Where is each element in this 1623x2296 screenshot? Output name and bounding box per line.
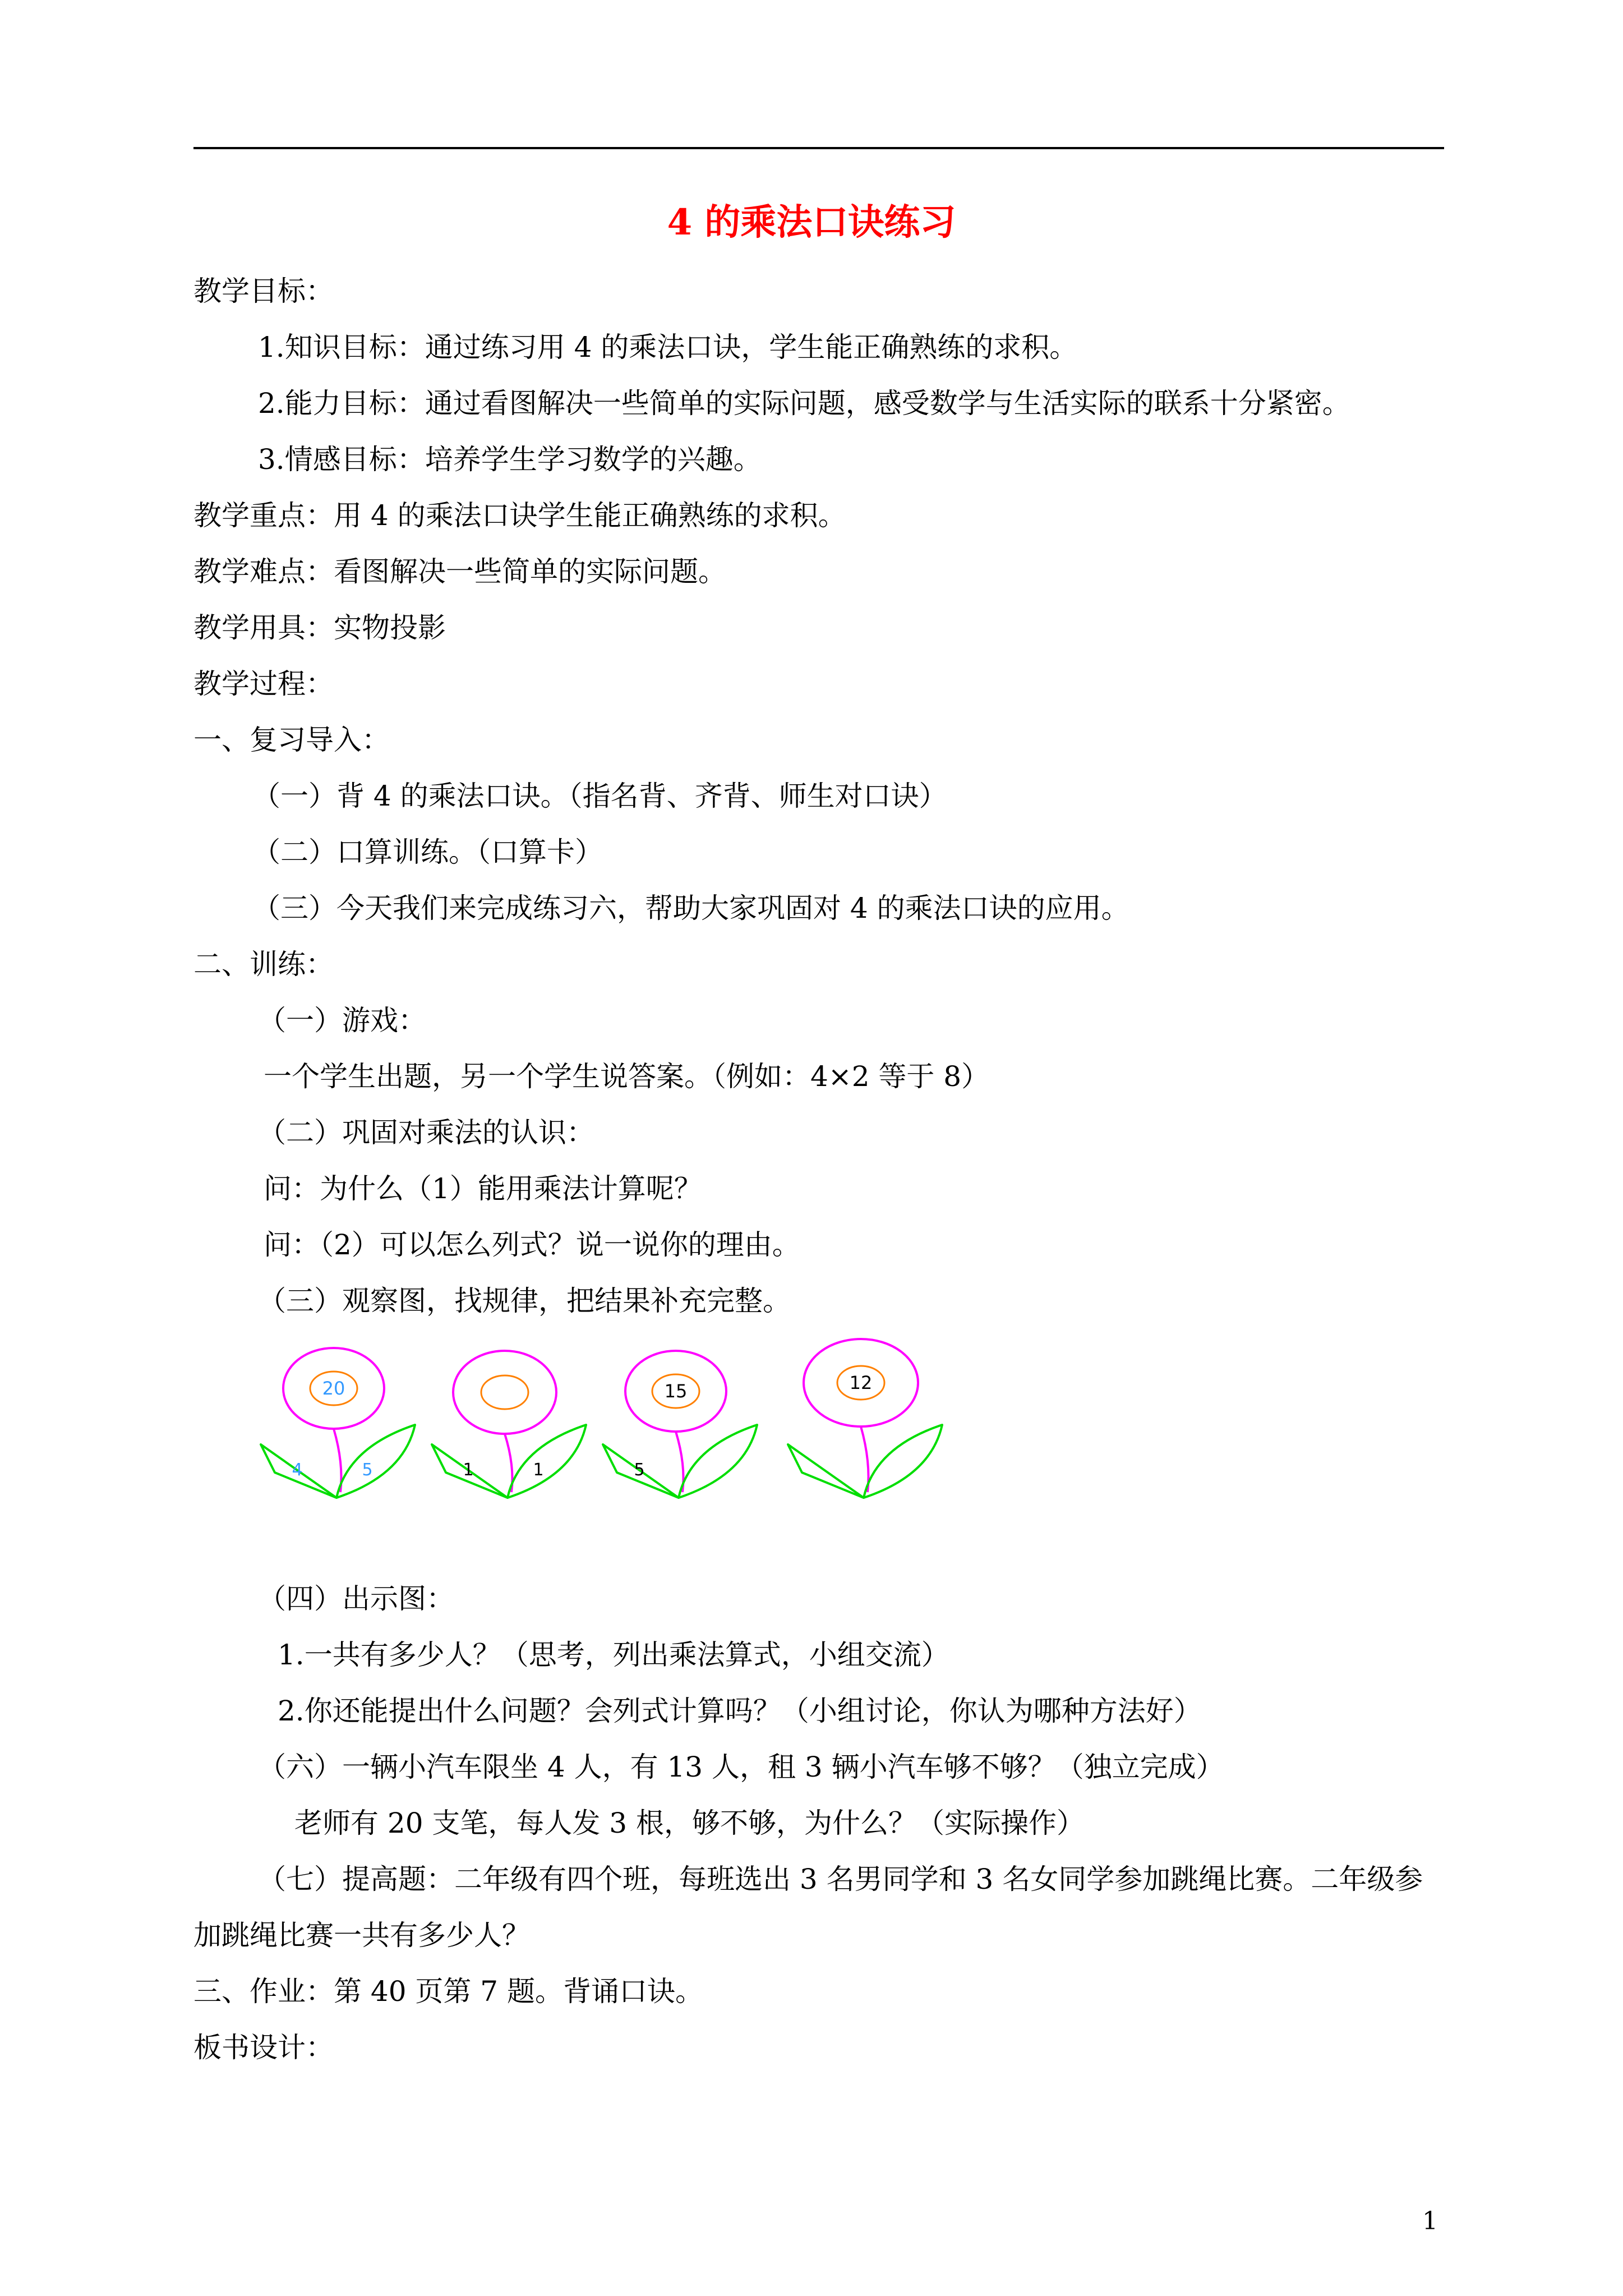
section-2-item-1-text: 一个学生出题，另一个学生说答案。（例如：4×2 等于 8） [264,1060,990,1093]
section-2-item-6: （六）一辆小汽车限坐 4 人，有 13 人，租 3 辆小汽车够不够？（独立完成） [258,1751,1224,1783]
goals-heading: 教学目标： [193,275,334,307]
flower-right-leaf-number: 5 [362,1460,373,1480]
section-2-item-4: （四）出示图： [258,1582,454,1615]
process-heading: 教学过程： [193,668,334,700]
flower-center-ring [481,1375,528,1409]
flower-3 [603,1351,757,1498]
flower-petal-ring [453,1351,556,1434]
flower-pattern-figure [247,1329,976,1515]
goal-3: 3.情感目标：培养学生学习数学的兴趣。 [258,443,762,476]
page-number: 1 [1422,2207,1438,2235]
question-1: 问：为什么（1）能用乘法计算呢？ [264,1172,702,1205]
flower-1 [261,1348,415,1498]
flower-center-number: 12 [849,1372,873,1393]
section-3-homework: 三、作业：第 40 页第 7 题。背诵口诀。 [193,1975,704,2008]
section-1-heading: 一、复习导入： [193,724,390,756]
flower-2 [432,1351,586,1498]
flower-right-leaf-number: 1 [533,1460,544,1480]
flower-4 [788,1339,942,1498]
page-title: 4 的乘法口诀练习 [667,201,956,243]
goal-1: 1.知识目标：通过练习用 4 的乘法口诀，学生能正确熟练的求积。 [258,331,1078,364]
section-2-item-1: （一）游戏： [258,1004,426,1037]
flower-center-number: 20 [322,1378,345,1399]
flower-stem [861,1427,869,1492]
section-2-item-4-q2: 2.你还能提出什么问题？会列式计算吗？（小组讨论，你认为哪种方法好） [278,1695,1202,1727]
flower-right-leaf [508,1425,586,1498]
section-2-item-6-b: 老师有 20 支笔，每人发 3 根，够不够，为什么？（实际操作） [294,1807,1085,1839]
flower-left-leaf-number: 1 [463,1460,474,1480]
section-2-item-2: （二）巩固对乘法的认识： [258,1116,594,1149]
section-1-item-1: （一）背 4 的乘法口诀。（指名背、齐背、师生对口诀） [252,780,947,812]
question-2: 问：（2）可以怎么列式？说一说你的理由。 [264,1228,800,1261]
key-point: 教学重点：用 4 的乘法口诀学生能正确熟练的求积。 [193,499,846,532]
section-2-item-7: （七）提高题：二年级有四个班，每班选出 3 名男同学和 3 名女同学参加跳绳比赛。二年级参 [258,1863,1423,1895]
flower-right-leaf [336,1425,415,1498]
section-2-heading: 二、训练： [193,948,334,981]
section-2-item-7-b: 加跳绳比赛一共有多少人？ [193,1919,530,1952]
board-design-heading: 板书设计： [193,2031,334,2064]
section-2-item-3: （三）观察图，找规律，把结果补充完整。 [258,1285,791,1317]
flower-left-leaf-number: 5 [634,1460,645,1480]
section-2-item-4-q1: 1.一共有多少人？（思考，列出乘法算式，小组交流） [278,1639,949,1671]
flower-left-leaf-number: 4 [292,1460,303,1480]
tools: 教学用具：实物投影 [193,611,446,644]
flower-center-number: 15 [664,1381,688,1402]
section-1-item-2: （二）口算训练。（口算卡） [252,836,603,868]
difficulty: 教学难点：看图解决一些简单的实际问题。 [193,555,726,588]
goal-2: 2.能力目标：通过看图解决一些简单的实际问题，感受数学与生活实际的联系十分紧密。 [258,387,1350,420]
section-1-item-3: （三）今天我们来完成练习六，帮助大家巩固对 4 的乘法口诀的应用。 [252,892,1129,924]
flower-right-leaf [679,1425,757,1498]
flower-stem [334,1429,342,1492]
flower-right-leaf [864,1425,942,1498]
flower-left-leaf [788,1444,864,1498]
header-rule [193,147,1444,149]
